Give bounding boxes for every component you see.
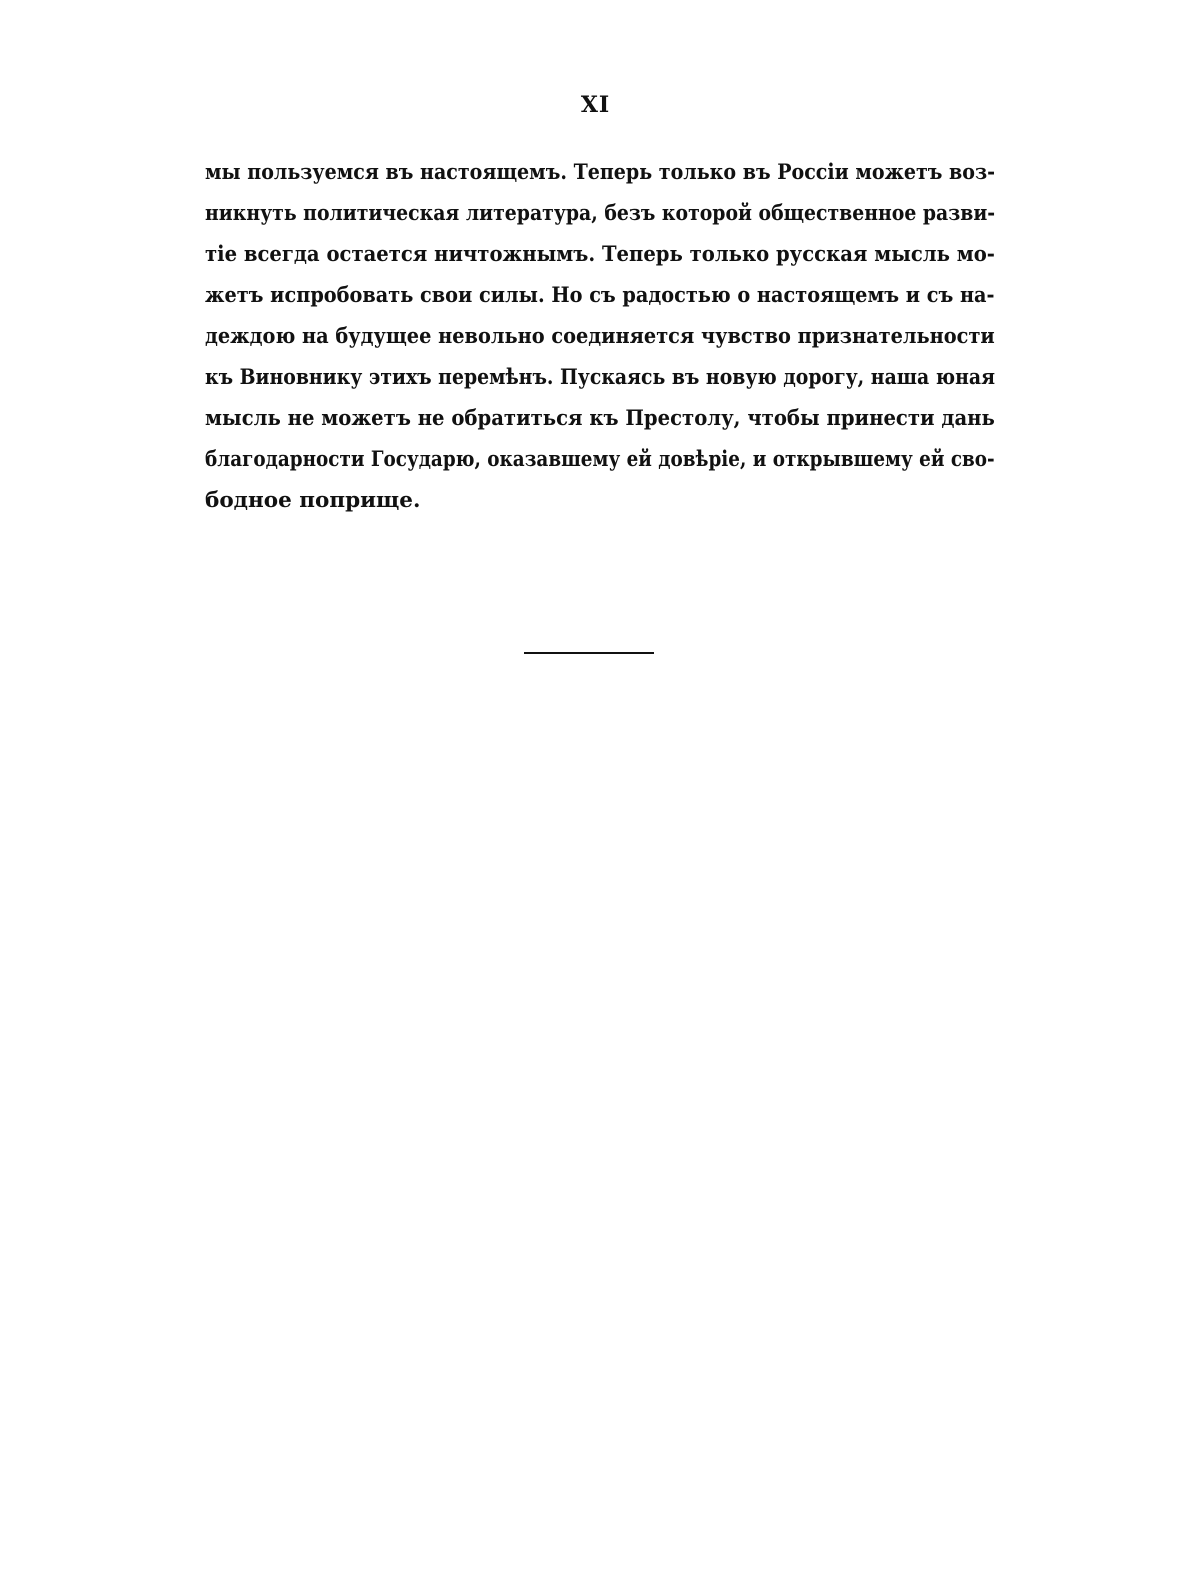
text-line: деждою на будущее невольно соединяется чувство признательности [205,324,995,349]
text-line: мы пользуемся въ настоящемъ. Теперь только въ Россіи можетъ воз- [205,160,996,185]
text-line: никнуть политическая литература, безъ которой общественное разви- [205,201,996,226]
text-line: благодарности Государю, оказавшему ей довѣріе, и открывшему ей сво- [205,447,995,472]
text-line: жетъ испробовать свои силы. Но съ радостью о настоящемъ и съ на- [205,283,995,308]
text-line: бодное поприще. [205,488,421,513]
page-number: XI [580,92,611,118]
body-text [205,152,995,521]
text-line: тіе всегда остается ничтожнымъ. Теперь только русская мысль мо- [205,242,995,267]
text-line: къ Виновнику этихъ перемѣнъ. Пускаясь въ новую дорогу, наша юная [205,365,995,390]
text-line: мысль не можетъ не обратиться къ Престолу, чтобы принести дань [205,406,995,431]
section-end-rule [524,652,654,654]
